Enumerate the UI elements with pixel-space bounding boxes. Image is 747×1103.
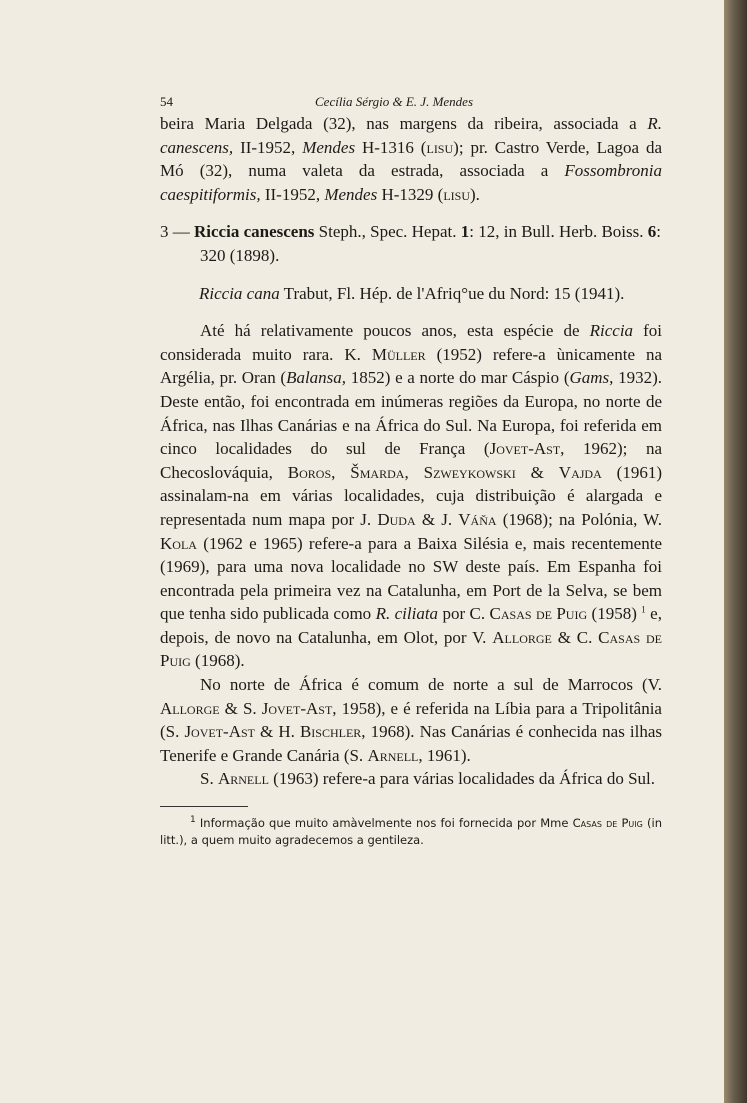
text-segment: (1963) refere-a para várias localidades da África do Sul. [268, 769, 656, 789]
text-segment: & S. [219, 698, 262, 718]
text-segment: (1961) assinalam-na em várias localidades, cuja distribuição é alargada e representada num mapa por J. [160, 462, 662, 529]
page-number: 54 [160, 94, 173, 109]
author-name: Arnell [367, 745, 419, 765]
text-segment: & H. [255, 722, 300, 742]
author-name: Allorge [492, 627, 552, 647]
text-segment: H-1316 ( [355, 137, 427, 157]
text-segment: por C. [438, 604, 490, 624]
citation-segment: : 12, in Bull. Herb. Boiss. [469, 222, 648, 242]
genus-name: Riccia [589, 321, 634, 341]
text-segment: (1968). [190, 651, 245, 671]
text-segment: & C. [551, 627, 599, 647]
citation-segment: Steph., Spec. Hepat. [314, 222, 461, 242]
text-segment: e, depois, de novo na Catalunha, em Olot, por V. [160, 604, 662, 647]
text-segment: H-1329 ( [377, 184, 444, 204]
text-segment: S. [200, 769, 218, 789]
author-name: Jovet-Ast [184, 722, 255, 742]
footnote-indent [160, 816, 190, 830]
footnote [160, 815, 662, 849]
text-segment: (1952) refere-a ùnicamente na Argélia, pr. Oran ( [160, 344, 662, 388]
author-name: Casas de Puig [489, 604, 588, 624]
page-header [160, 92, 662, 112]
text-segment: , [331, 462, 351, 482]
author-name: Casas de Puig [572, 816, 643, 831]
species-heading [160, 220, 662, 267]
collector-name: Mendes [324, 184, 378, 204]
author-name: Vajda [558, 462, 602, 482]
text-segment: , 1961). [418, 745, 471, 765]
book-spine-edge [724, 0, 747, 1103]
species-number: 3 — [160, 222, 194, 242]
text-segment: foi considerada muito rara. K. [160, 321, 662, 364]
paragraph-distribution [160, 319, 662, 673]
synonym-citation [160, 282, 662, 306]
author-name: Müller [371, 344, 426, 364]
text-segment: II-1952, [233, 137, 303, 157]
text-segment: , 1962); na Checoslováquia, [160, 439, 663, 482]
text-segment: & [515, 462, 559, 482]
text-segment: (1958) [587, 604, 642, 624]
taxon-name: Fossombronia caespitiformis, [160, 161, 662, 204]
text-segment: ). [469, 184, 480, 204]
author-name: Arnell [217, 769, 269, 789]
text-segment: (1962 e 1965) refere-a para a Baixa Silésia e, mais recentemente (1969), para uma nova localidade no SW deste país. Em Espanha foi encontrada pela primeira vez na Catalunha, em Port de la Selva, se bem que tenha sido publicada como [160, 533, 662, 624]
author-name: Duda [377, 509, 416, 529]
text-segment: II-1952, [260, 184, 325, 204]
taxon-name: R. ciliata [375, 604, 439, 624]
text-segment: , 1958), e é referida na Líbia para a Tripolitânia (S. [160, 698, 662, 742]
page-content [160, 92, 662, 849]
volume-number: 1 [460, 222, 470, 242]
collector-name: Mendes [302, 137, 356, 157]
citation-segment: Trabut, Fl. Hép. de l'Afriq°ue du Nord: 15 (1941). [279, 283, 625, 303]
text-segment: ); pr. Castro Verde, Lagoa da Mó (32), numa valeta da estrada, associada a [160, 137, 662, 181]
text-segment: 1932). Deste então, foi encontrada em inúmeras regiões da Europa, no norte de África, nas Ilhas Canárias e na África do Sul. Na Europa, foi referida em cinco localidades do sul de França ( [160, 368, 662, 459]
synonym-name: Riccia cana [199, 283, 280, 303]
herbarium-code: lisu [443, 184, 470, 204]
paragraph-north-africa [160, 673, 662, 767]
author-name: Boros [287, 462, 332, 482]
text-segment: No norte de África é comum de norte a sul de Marrocos (V. [200, 675, 662, 695]
text-segment: Informação que muito amàvelmente nos foi fornecida por Mme [195, 816, 573, 831]
author-name: Šmarda [350, 462, 405, 482]
footnote-divider [160, 806, 248, 807]
text-segment: , 1968). Nas Canárias é conhecida nas ilhas Tenerife e Grande Canária (S. [160, 722, 663, 765]
footnote-number: 1 [190, 815, 196, 826]
collector-name: Gams, [569, 368, 614, 388]
author-name: Bischler [299, 722, 362, 742]
author-name: Allorge [160, 698, 220, 718]
text-segment: beira Maria Delgada (32), nas margens da ribeira, associada a [160, 114, 648, 133]
text-segment: (1968); na Polónia, W. [496, 509, 663, 529]
citation-segment: : 320 (1898). [200, 222, 661, 265]
running-head: Cecília Sérgio & E. J. Mendes [315, 94, 474, 109]
paragraph-south-africa [160, 767, 662, 791]
text-segment: , [404, 462, 424, 482]
author-name: Jovet-Ast [489, 439, 561, 459]
footnote-marker: 1 [641, 604, 646, 615]
taxon-name: R. canescens, [160, 114, 662, 157]
author-name: Szweykowski [423, 462, 516, 482]
species-name: Riccia canescens [194, 222, 315, 242]
paragraph-locality-records [160, 112, 662, 206]
volume-number: 6 [647, 222, 657, 242]
author-name: Jovet-Ast [261, 698, 333, 718]
collector-name: Balansa, [286, 368, 347, 388]
text-segment: 1852) e a norte do mar Cáspio ( [346, 368, 570, 388]
text-segment: Até há relativamente poucos anos, esta espécie de [200, 321, 590, 341]
author-name: Váňa [458, 509, 497, 529]
herbarium-code: lisu [426, 137, 454, 157]
author-name: Casas de Puig [160, 627, 663, 671]
text-segment: & J. [415, 509, 459, 529]
author-name: Kola [160, 533, 197, 553]
text-segment: (in litt.), a quem muito agradecemos a gentileza. [160, 816, 662, 848]
